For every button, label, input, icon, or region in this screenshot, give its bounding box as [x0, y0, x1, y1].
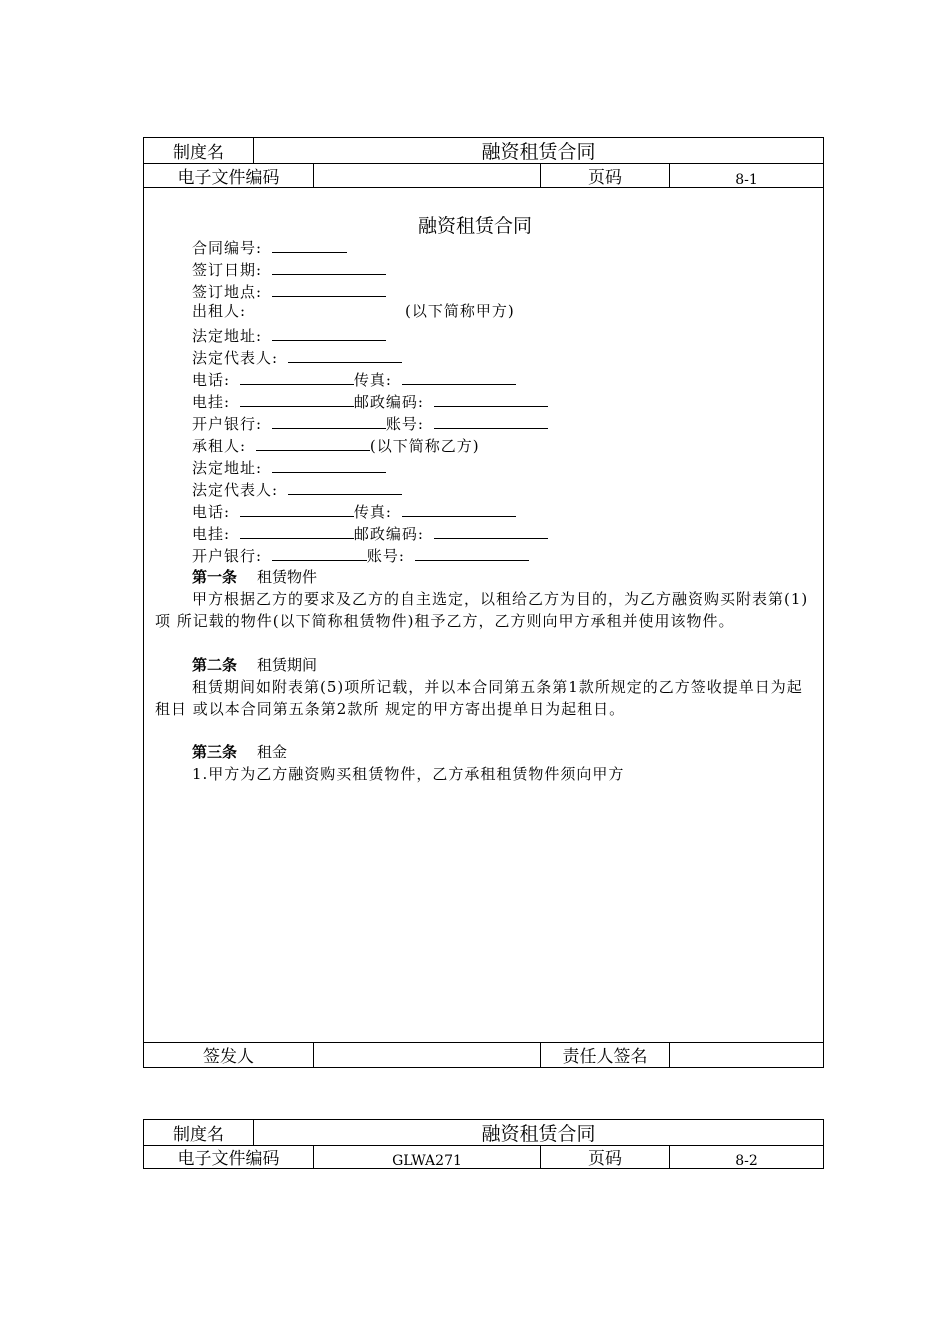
field-telex-postcode-1 [192, 392, 548, 410]
field-label: 电话: [192, 503, 231, 521]
field-label: 电挂: [192, 393, 231, 411]
field-label: 传真: [353, 371, 392, 389]
rule-name-value: 融资租赁合同 [481, 141, 596, 163]
field-label: 签订日期: [192, 261, 263, 279]
field-label: 法定代表人: [192, 349, 279, 367]
field-legal-rep-1 [192, 348, 402, 366]
field-label: 法定地址: [192, 459, 263, 477]
field-label: 合同编号: [192, 239, 263, 257]
header-table-1 [143, 137, 824, 188]
blank-line [240, 392, 354, 407]
file-code-value: GLWA271 [314, 1146, 541, 1169]
field-label: 签订地点: [192, 283, 263, 301]
field-label: 电挂: [192, 525, 231, 543]
field-legal-rep-2 [192, 480, 402, 498]
field-bank-account-2 [192, 546, 529, 564]
blank-line [402, 502, 516, 517]
responsible-label: 责任人签名 [541, 1043, 670, 1067]
blank-line [288, 348, 402, 363]
field-label: 法定地址: [192, 327, 263, 345]
blank-line [288, 480, 402, 495]
file-code-value [314, 164, 541, 188]
document-title: 融资租赁合同 [417, 215, 532, 237]
blank-line [434, 524, 548, 539]
page-value: 8-1 [735, 172, 758, 188]
field-telex-postcode-2 [192, 524, 548, 542]
lessee-note: (以下简称乙方) [369, 437, 480, 455]
field-sign-date [192, 260, 386, 278]
file-code-label: 电子文件编码 [144, 164, 314, 188]
article-3-text: 1.甲方为乙方融资购买租赁物件，乙方承租租赁物件须向甲方 [192, 765, 625, 783]
field-label: 开户银行: [192, 547, 263, 565]
article-number: 第二条 [192, 656, 238, 674]
blank-line [434, 392, 548, 407]
blank-line [402, 370, 516, 385]
field-legal-address-1 [192, 326, 386, 344]
field-label: 电话: [192, 371, 231, 389]
field-label: 出租人: [192, 302, 247, 320]
field-label: 承租人: [192, 437, 247, 455]
blank-line [272, 238, 347, 253]
responsible-value [670, 1043, 823, 1067]
blank-line [415, 546, 529, 561]
blank-line [256, 436, 370, 451]
header-table-2 [143, 1119, 824, 1169]
article-2-heading [192, 654, 317, 675]
article-title: 租赁期间 [257, 656, 318, 674]
article-title: 租赁物件 [257, 568, 318, 586]
blank-line [272, 282, 386, 297]
field-lessee [192, 436, 480, 454]
blank-line [240, 502, 354, 517]
field-label: 邮政编码: [353, 525, 424, 543]
article-title: 租金 [257, 743, 288, 761]
blank-line [272, 458, 386, 473]
file-code-label: 电子文件编码 [144, 1146, 314, 1169]
blank-line [240, 370, 354, 385]
page-label: 页码 [541, 1146, 670, 1169]
field-label: 账号: [366, 547, 405, 565]
article-number: 第一条 [192, 568, 238, 586]
blank-line [272, 414, 386, 429]
field-phone-fax-2 [192, 502, 516, 520]
field-label: 邮政编码: [353, 393, 424, 411]
field-contract-no [192, 238, 347, 256]
rule-name-value: 融资租赁合同 [481, 1123, 596, 1145]
field-legal-address-2 [192, 458, 386, 476]
field-label: 传真: [353, 503, 392, 521]
blank-line [272, 260, 386, 275]
field-phone-fax-1 [192, 370, 516, 388]
article-number: 第三条 [192, 743, 238, 761]
blank-line [240, 524, 354, 539]
blank-line [272, 546, 367, 561]
field-label: 账号: [385, 415, 424, 433]
page-label: 页码 [541, 164, 670, 188]
field-lessor [192, 304, 246, 319]
rule-name-label: 制度名 [144, 138, 254, 163]
issuer-label: 签发人 [144, 1043, 314, 1067]
field-label: 开户银行: [192, 415, 263, 433]
signature-row [143, 1042, 824, 1068]
article-3-heading [192, 741, 287, 762]
article-1-text: 甲方根据乙方的要求及乙方的自主选定，以租给乙方为目的，为乙方融资购买附表第(1)项 所记载的物件(以下简称租赁物件)租予乙方，乙方则向甲方承租并使用该物件。 [155, 590, 809, 630]
page-value: 8-2 [735, 1153, 758, 1169]
field-bank-account-1 [192, 414, 548, 432]
field-sign-place [192, 282, 386, 300]
blank-line [434, 414, 548, 429]
field-label: 法定代表人: [192, 481, 279, 499]
article-2-text: 租赁期间如附表第(5)项所记载，并以本合同第五条第1款所规定的乙方签收提单日为起租日 或以本合同第五条第2款所 规定的甲方寄出提单日为起租日。 [155, 678, 803, 718]
rule-name-label: 制度名 [144, 1120, 254, 1145]
lessor-note: (以下简称甲方) [405, 302, 515, 320]
blank-line [272, 326, 386, 341]
issuer-value [314, 1043, 541, 1067]
article-1-heading [192, 566, 317, 587]
